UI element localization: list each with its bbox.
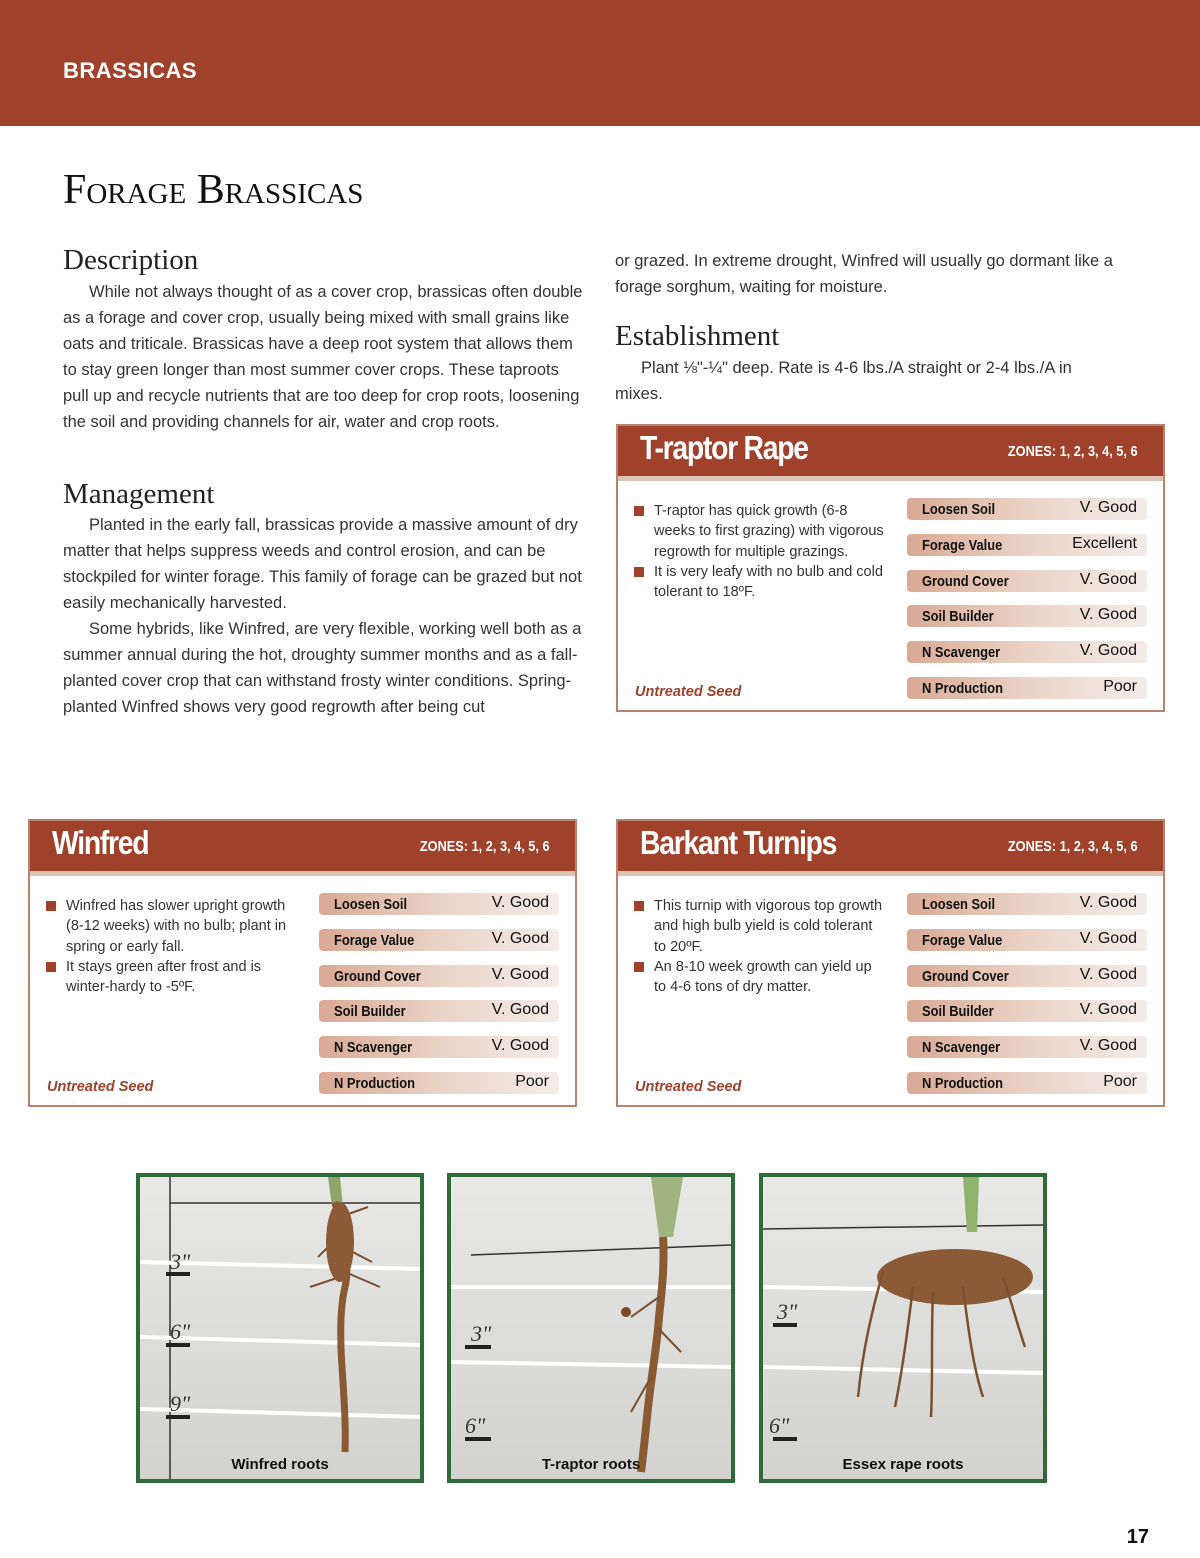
card-header — [618, 426, 1163, 481]
seed-treatment: Untreated Seed — [635, 1079, 742, 1095]
rating-value: V. Good — [1079, 499, 1137, 516]
rating-label: Loosen Soil — [922, 501, 996, 518]
rating-value: V. Good — [1079, 642, 1137, 660]
seed-treatment: Untreated Seed — [47, 1079, 154, 1095]
rating-label: Soil Builder — [922, 1003, 994, 1021]
photo-traptor-roots — [447, 1173, 735, 1483]
establishment-text: Plant ⅛"-¼" deep. Rate is 4-6 lbs./A straight or 2-4 lbs./A in mixes. — [615, 359, 1072, 403]
page-title: Forage Brassicas — [63, 167, 364, 213]
card-header — [618, 821, 1163, 876]
card-zones: ZONES: 1, 2, 3, 4, 5, 6 — [420, 838, 550, 855]
rating-row — [319, 893, 559, 915]
rating-label: Loosen Soil — [334, 896, 408, 913]
seed-treatment: Untreated Seed — [635, 684, 742, 700]
rating-value: Poor — [1103, 677, 1137, 695]
card-title: Winfred — [52, 824, 149, 861]
rating-label: N Scavenger — [922, 1039, 1001, 1057]
rating-label: N Production — [922, 679, 1003, 697]
establishment-heading: Establishment — [615, 320, 780, 352]
rating-label: N Scavenger — [334, 1039, 413, 1057]
card-bullet-list — [46, 896, 296, 997]
rating-label: N Production — [334, 1074, 415, 1092]
root-illustration — [763, 1177, 1043, 1479]
photo-caption: Essex rape roots — [842, 1456, 964, 1473]
rating-row — [907, 534, 1147, 556]
rating-label: Forage Value — [334, 931, 415, 949]
card-zones: ZONES: 1, 2, 3, 4, 5, 6 — [1008, 838, 1138, 855]
rating-row — [907, 1036, 1147, 1058]
ruler-mark: 3" — [471, 1321, 492, 1346]
rating-value: V. Good — [1079, 1037, 1137, 1055]
rating-row — [907, 965, 1147, 987]
description-heading: Description — [63, 244, 199, 276]
rating-value: V. Good — [491, 929, 549, 947]
photo-caption: Winfred roots — [231, 1456, 329, 1473]
rating-value: V. Good — [491, 1001, 549, 1019]
root-illustration — [451, 1177, 731, 1479]
rating-label: Loosen Soil — [922, 896, 996, 913]
product-card-traptor-rape — [616, 424, 1165, 712]
card-bullet: Winfred has slower upright growth (8-12 weeks) with no bulb; plant in spring or early fall. — [46, 896, 296, 957]
product-card-barkant-turnips — [616, 819, 1165, 1107]
photo-essex-rape-roots — [759, 1173, 1047, 1483]
rating-label: Soil Builder — [334, 1003, 406, 1021]
rating-value: V. Good — [1079, 570, 1137, 588]
rating-label: Ground Cover — [922, 572, 1009, 590]
rating-label: Ground Cover — [922, 967, 1009, 985]
card-bullet-list — [634, 896, 884, 997]
rating-label: Ground Cover — [334, 967, 421, 985]
description-body — [63, 279, 583, 435]
ruler-mark: 6" — [170, 1319, 191, 1344]
card-title: Barkant Turnips — [640, 824, 837, 861]
rating-row — [319, 929, 559, 951]
management-heading: Management — [63, 478, 215, 510]
rating-list — [319, 893, 559, 1108]
ruler-mark: 3" — [170, 1249, 191, 1274]
rating-label: Soil Builder — [922, 608, 994, 626]
ruler-mark: 6" — [769, 1413, 790, 1438]
rating-value: Poor — [1103, 1072, 1137, 1090]
rating-value: Poor — [515, 1072, 549, 1090]
section-label: BRASSICAS — [63, 58, 198, 83]
rating-row — [907, 929, 1147, 951]
management-body — [63, 512, 583, 720]
description-paragraph: While not always thought of as a cover crop, brassicas often double as a forage and cover crop, usually being mixed with small grains like oats and triticale. Brassicas have a deep root system that allows them to stay green longer than most summer cover crops. These taproots pull up and recycle nutrients that are too deep for crop roots, loosening the soil and providing channels for air, water and crop roots. — [63, 283, 583, 431]
rating-row — [907, 1072, 1147, 1094]
rating-value: V. Good — [1079, 929, 1137, 947]
photo-caption: T-raptor roots — [541, 1456, 641, 1473]
rating-value: V. Good — [1079, 606, 1137, 624]
card-bullet: An 8-10 week growth can yield up to 4-6 tons of dry matter. — [634, 957, 884, 998]
card-title: T-raptor Rape — [640, 429, 808, 466]
card-zones: ZONES: 1, 2, 3, 4, 5, 6 — [1008, 443, 1138, 460]
card-bullet: It is very leafy with no bulb and cold tolerant to 18ºF. — [634, 562, 884, 603]
root-illustration — [140, 1177, 420, 1479]
ruler-mark: 6" — [465, 1413, 486, 1438]
rating-row — [907, 1000, 1147, 1022]
rating-label: N Scavenger — [922, 644, 1001, 662]
card-bullet: It stays green after frost and is winter-hardy to -5ºF. — [46, 957, 296, 998]
rating-row — [319, 965, 559, 987]
card-bullet-list — [634, 501, 884, 602]
management-continuation — [615, 248, 1145, 300]
section-header-band — [0, 0, 1200, 126]
rating-row — [907, 498, 1147, 520]
rating-row — [907, 893, 1147, 915]
management-continuation-text: or grazed. In extreme drought, Winfred will usually go dormant like a forage sorghum, waiting for moisture. — [615, 252, 1113, 296]
rating-row — [907, 570, 1147, 592]
rating-label: Forage Value — [922, 931, 1003, 949]
management-paragraph-2: Some hybrids, like Winfred, are very flexible, working well both as a summer annual during the hot, droughty summer months and as a fall-planted cover crop that can withstand frosty winter conditions. Spring-planted Winfred shows very good regrowth after being cut — [63, 620, 582, 716]
card-bullet: This turnip with vigorous top growth and high bulb yield is cold tolerant to 20ºF. — [634, 896, 884, 957]
rating-row — [907, 605, 1147, 627]
rating-value: V. Good — [1079, 1001, 1137, 1019]
card-header — [30, 821, 575, 876]
rating-row — [319, 1000, 559, 1022]
card-bullet: T-raptor has quick growth (6-8 weeks to first grazing) with vigorous regrowth for multiple grazings. — [634, 501, 884, 562]
rating-value: V. Good — [491, 894, 549, 911]
rating-row — [319, 1036, 559, 1058]
ruler-mark: 9" — [170, 1391, 191, 1416]
rating-value: V. Good — [491, 1037, 549, 1055]
rating-value: Excellent — [1072, 534, 1137, 552]
product-card-winfred — [28, 819, 577, 1107]
rating-value: V. Good — [1079, 965, 1137, 983]
page-number: 17 — [1126, 1526, 1149, 1548]
photo-winfred-roots — [136, 1173, 424, 1483]
rating-list — [907, 893, 1147, 1108]
rating-row — [907, 677, 1147, 699]
establishment-body — [615, 355, 1095, 407]
rating-value: V. Good — [491, 965, 549, 983]
rating-label: N Production — [922, 1074, 1003, 1092]
rating-label: Forage Value — [922, 536, 1003, 554]
rating-row — [907, 641, 1147, 663]
rating-value: V. Good — [1079, 894, 1137, 911]
rating-list — [907, 498, 1147, 713]
rating-row — [319, 1072, 559, 1094]
management-paragraph-1: Planted in the early fall, brassicas provide a massive amount of dry matter that helps suppress weeds and control erosion, and can be stockpiled for winter forage. This family of forage can be grazed but not easily mechanically harvested. — [63, 516, 582, 612]
ruler-mark: 3" — [777, 1299, 798, 1324]
